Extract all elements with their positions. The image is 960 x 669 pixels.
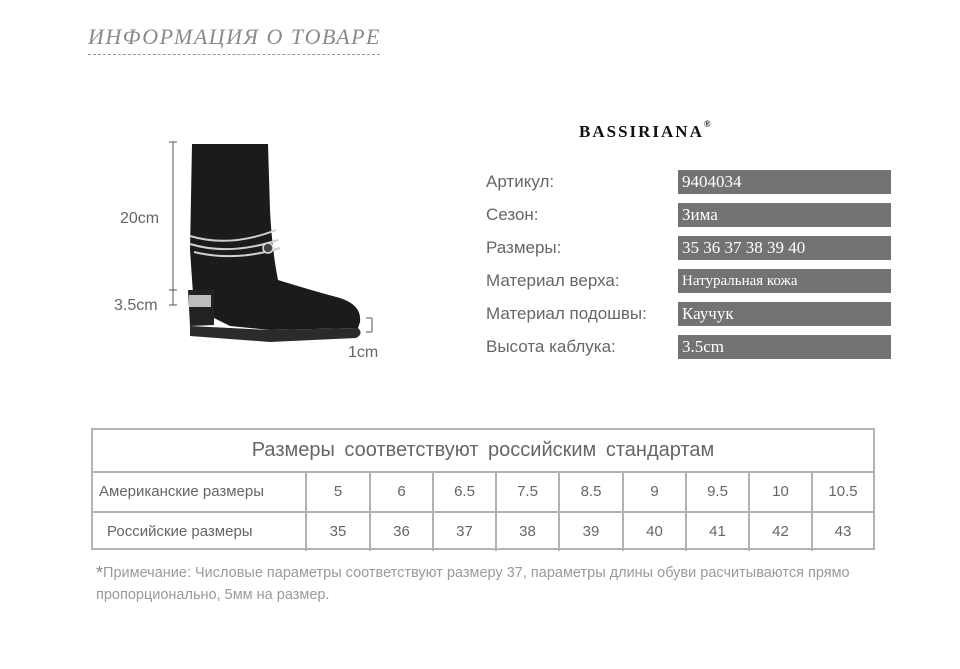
row-label: Американские размеры bbox=[99, 483, 265, 500]
table-cell: 36 bbox=[369, 513, 432, 551]
brand-name: BASSIRIANA bbox=[579, 122, 704, 141]
spec-row-sizes bbox=[486, 236, 892, 261]
title-underline bbox=[88, 54, 380, 55]
spec-label: Артикул: bbox=[486, 172, 555, 191]
spec-row-upper-material bbox=[486, 269, 892, 294]
boot-shaft bbox=[190, 144, 360, 330]
platform-dimension-line bbox=[366, 318, 372, 332]
size-table-title: Размеры соответствуют российским стандартам bbox=[93, 430, 873, 473]
spec-row-sole-material bbox=[486, 302, 892, 327]
spec-value: Натуральная кожа bbox=[678, 269, 891, 293]
height-dimension-line bbox=[169, 142, 177, 305]
table-cell: 6.5 bbox=[432, 473, 495, 511]
table-cell: 6 bbox=[369, 473, 432, 511]
spec-value: 3.5cm bbox=[678, 335, 891, 359]
section-title: ИНФОРМАЦИЯ О ТОВАРЕ bbox=[88, 24, 381, 49]
platform-label: 1cm bbox=[348, 344, 379, 361]
table-cell: 8.5 bbox=[558, 473, 622, 511]
spec-value: 9404034 bbox=[678, 170, 891, 194]
heel-height-label: 3.5cm bbox=[114, 297, 158, 314]
brand-logo bbox=[579, 119, 711, 142]
spec-value: Зима bbox=[678, 203, 891, 227]
table-cell: 38 bbox=[495, 513, 558, 551]
chain-charm bbox=[263, 243, 273, 253]
table-cell: 42 bbox=[748, 513, 811, 551]
size-table bbox=[91, 428, 875, 550]
spec-label: Размеры: bbox=[486, 238, 562, 257]
spec-value: Каучук bbox=[678, 302, 891, 326]
row-label: Российские размеры bbox=[107, 523, 253, 540]
boot-image bbox=[110, 130, 410, 370]
footnote bbox=[96, 562, 896, 606]
table-cell: 37 bbox=[432, 513, 495, 551]
spec-row-heel-height bbox=[486, 335, 892, 360]
table-row bbox=[93, 513, 873, 551]
height-label: 20cm bbox=[120, 210, 160, 227]
table-cell: 41 bbox=[685, 513, 748, 551]
spec-label: Материал подошвы: bbox=[486, 304, 647, 323]
heel-plate bbox=[189, 295, 211, 307]
table-cell: 10 bbox=[748, 473, 811, 511]
spec-label: Материал верха: bbox=[486, 271, 620, 290]
spec-label: Сезон: bbox=[486, 205, 539, 224]
table-cell: 40 bbox=[622, 513, 685, 551]
table-cell: 7.5 bbox=[495, 473, 558, 511]
spec-row-season bbox=[486, 203, 892, 228]
table-cell: 39 bbox=[558, 513, 622, 551]
registered-mark: ® bbox=[703, 119, 711, 129]
footnote-text: Примечание: Числовые параметры соответствуют размеру 37, параметры длины обуви расчитываются прямо пропорционально, 5мм на размер. bbox=[96, 565, 850, 603]
spec-value: 35 36 37 38 39 40 bbox=[678, 236, 891, 260]
spec-row-article bbox=[486, 170, 892, 195]
table-cell: 9.5 bbox=[685, 473, 748, 511]
footnote-star: * bbox=[96, 563, 104, 583]
table-cell: 9 bbox=[622, 473, 685, 511]
table-cell: 43 bbox=[811, 513, 873, 551]
spec-label: Высота каблука: bbox=[486, 337, 616, 356]
table-row bbox=[93, 473, 873, 513]
table-cell: 35 bbox=[305, 513, 369, 551]
table-cell: 10.5 bbox=[811, 473, 873, 511]
table-cell: 5 bbox=[305, 473, 369, 511]
